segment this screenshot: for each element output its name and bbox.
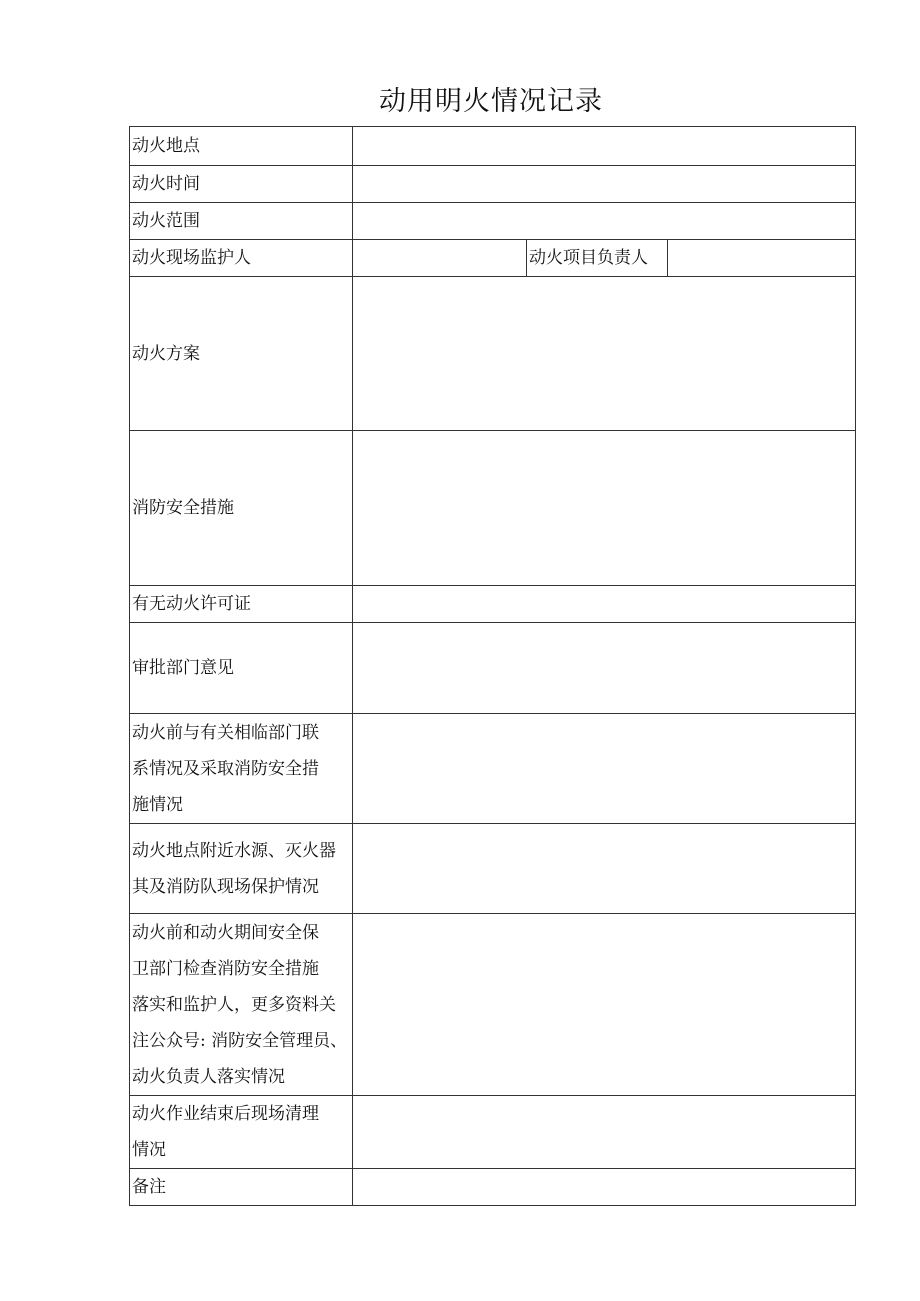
label-cleanup-line: 动火作业结束后现场清理 [132, 1104, 319, 1124]
label-contact-line: 系情况及采取消防安全措 [132, 758, 319, 779]
label-security-check-line: 卫部门检查消防安全措施 [132, 958, 319, 979]
table-row [130, 166, 856, 203]
table-row [130, 240, 856, 277]
table-row [130, 1096, 856, 1169]
label-security-check-line: 落实和监护人，更多资料关 [132, 994, 336, 1015]
label-permit: 有无动火许可证 [130, 586, 353, 623]
label-water-source-line: 其及消防队现场保护情况 [132, 876, 319, 897]
table-row [130, 586, 856, 623]
field-permit[interactable] [353, 586, 856, 623]
label-security-check-line: 注公众号: 消防安全管理员、 [132, 1030, 348, 1051]
table-row [130, 623, 856, 714]
label-contact-line: 施情况 [132, 794, 183, 815]
table-row [130, 1169, 856, 1206]
field-scope[interactable] [353, 203, 856, 240]
label-approval: 审批部门意见 [130, 623, 353, 714]
field-approval[interactable] [353, 623, 856, 714]
label-plan: 动火方案 [130, 277, 353, 431]
label-remarks: 备注 [130, 1169, 353, 1206]
table-row [130, 431, 856, 586]
field-project-leader[interactable] [668, 240, 856, 277]
table-row [130, 203, 856, 240]
label-location: 动火地点 [130, 127, 353, 166]
field-fire-safety-measures[interactable] [353, 431, 856, 586]
table-row [130, 277, 856, 431]
label-security-check-line: 动火负责人落实情况 [132, 1066, 285, 1087]
page-title: 动用明火情况记录 [379, 86, 603, 117]
field-time[interactable] [353, 166, 856, 203]
field-remarks[interactable] [353, 1169, 856, 1206]
label-cleanup-line: 情况 [132, 1140, 166, 1160]
fire-record-table [129, 126, 856, 1206]
table-row [130, 127, 856, 166]
field-contact[interactable] [353, 714, 856, 824]
label-water-source [130, 824, 353, 914]
label-cleanup [130, 1096, 353, 1169]
label-supervisor: 动火现场监护人 [130, 240, 353, 277]
label-security-check-line: 动火前和动火期间安全保 [132, 922, 319, 943]
table-row [130, 714, 856, 824]
label-contact-line: 动火前与有关相临部门联 [132, 722, 319, 743]
table-row [130, 914, 856, 1096]
label-contact [130, 714, 353, 824]
field-supervisor[interactable] [353, 240, 527, 277]
table-row [130, 824, 856, 914]
label-security-check [130, 914, 353, 1096]
field-plan[interactable] [353, 277, 856, 431]
field-location[interactable] [353, 127, 856, 166]
label-water-source-line: 动火地点附近水源、灭火器 [132, 840, 336, 861]
label-fire-safety-measures: 消防安全措施 [130, 431, 353, 586]
field-cleanup[interactable] [353, 1096, 856, 1169]
field-security-check[interactable] [353, 914, 856, 1096]
label-project-leader: 动火项目负责人 [527, 240, 668, 277]
field-water-source[interactable] [353, 824, 856, 914]
label-time: 动火时间 [130, 166, 353, 203]
label-scope: 动火范围 [130, 203, 353, 240]
